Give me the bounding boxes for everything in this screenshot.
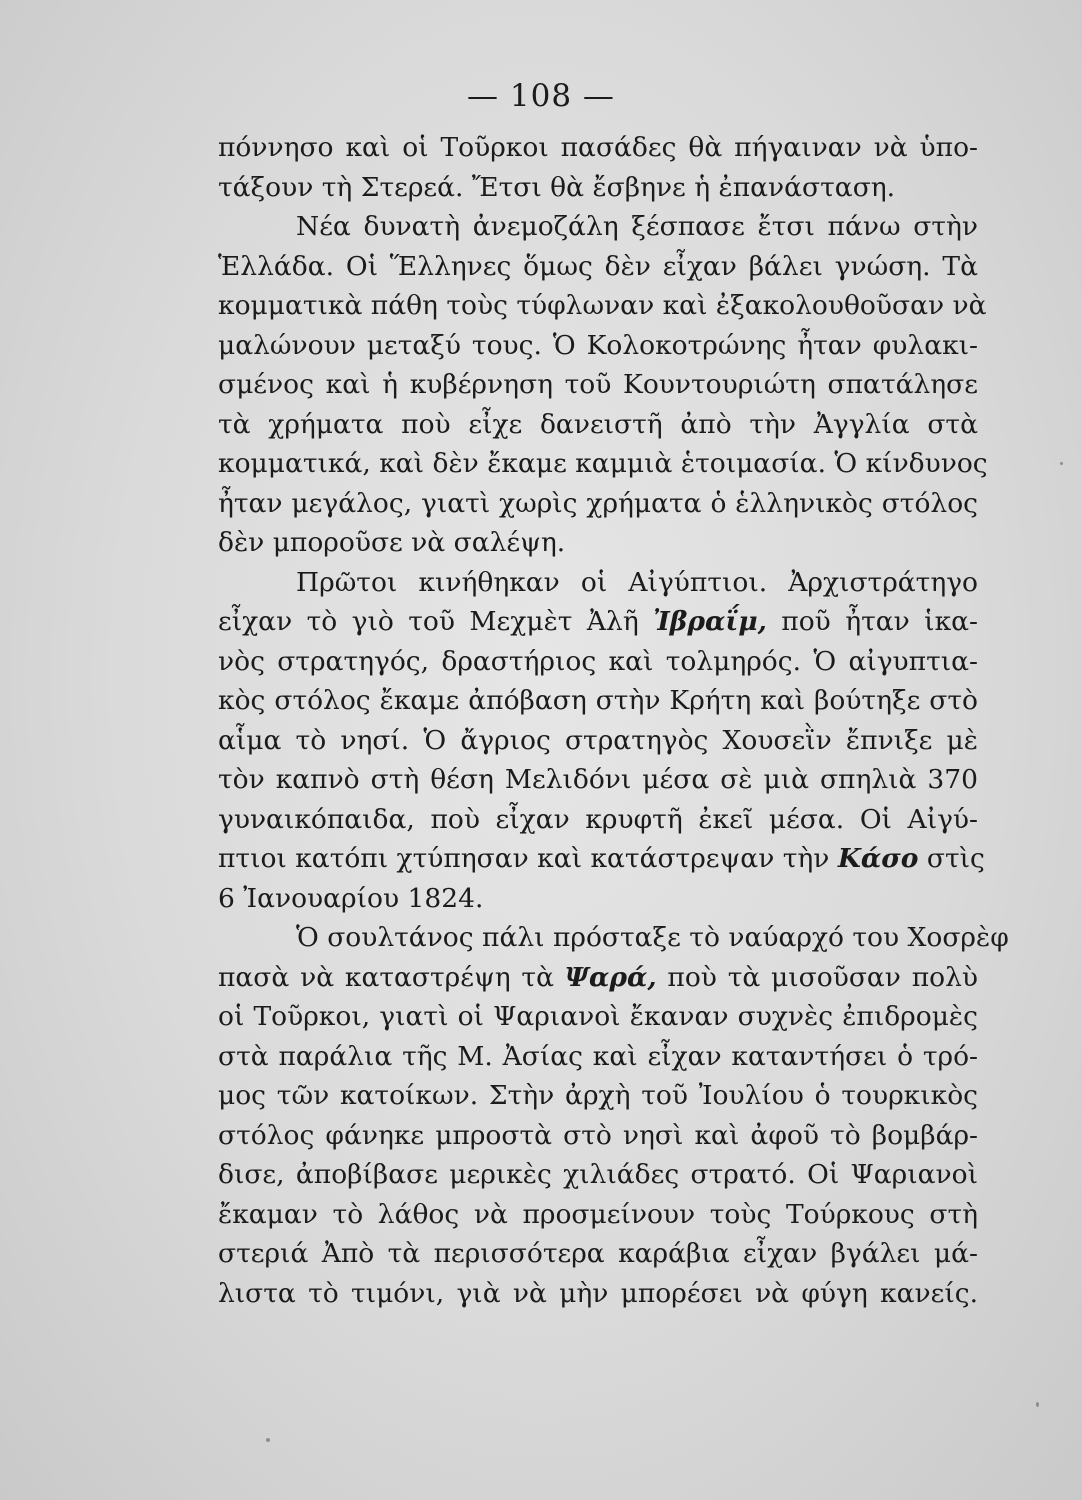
text-line xyxy=(218,681,978,721)
text-line xyxy=(218,800,978,840)
emphasized-word: Ψαρά, xyxy=(564,961,657,993)
text-segment: τὸν καπνὸ στὴ θέση Μελιδόνι μέσα σὲ μιὰ σπηλιὰ 370 xyxy=(218,764,978,795)
text-segment: κομματικὰ πάθη τοὺς τύφλωναν καὶ ἐξακολουθοῦσαν νὰ xyxy=(218,290,987,321)
text-segment: στεριά Ἀπὸ τὰ περισσότερα καράβια εἶχαν βγάλει μά- xyxy=(218,1238,978,1269)
text-segment: Πρῶτοι κινήθηκαν οἱ Αἰγύπτιοι. Ἀρχιστράτηγο xyxy=(296,566,978,598)
text-line xyxy=(218,958,978,998)
text-line xyxy=(218,484,978,524)
text-line xyxy=(218,128,978,168)
text-segment: Ὁ σουλτάνος πάλι πρόσταξε τὸ ναύαρχό του Χοσρὲφ xyxy=(296,922,1009,953)
text-segment: Νέα δυνατὴ ἀνεμοζάλη ξέσπασε ἔτσι πάνω στὴν xyxy=(296,211,978,242)
text-line xyxy=(218,168,978,208)
text-line xyxy=(218,405,978,445)
emphasized-word: Κάσο xyxy=(837,843,919,874)
text-segment: δισε, ἀποβίβασε μερικὲς χιλιάδες στρατό. Οἱ Ψαριανοὶ xyxy=(218,1159,978,1190)
body-text xyxy=(218,128,1009,1313)
text-line xyxy=(218,523,978,563)
text-line xyxy=(218,1076,978,1116)
text-segment: κομματικά, καὶ δὲν ἔκαμε καμμιὰ ἑτοιμασία. Ὁ κίνδυνος xyxy=(218,448,988,479)
text-segment: δὲν μποροῦσε νὰ σαλέψη. xyxy=(218,527,566,558)
text-line xyxy=(218,1116,978,1156)
text-line xyxy=(218,1155,978,1195)
text-segment: μος τῶν κατοίκων. Στὴν ἀρχὴ τοῦ Ἰουλίου ὁ τουρκικὸς xyxy=(218,1080,978,1111)
scan-speck xyxy=(1036,1402,1039,1407)
text-segment: ποῦ ἦταν ἱκα- xyxy=(766,606,978,637)
emphasized-word: Ἰβραΐμ, xyxy=(653,606,767,637)
text-line xyxy=(218,247,978,287)
text-segment: 6 Ἰανουαρίου 1824. xyxy=(218,882,484,914)
text-line xyxy=(218,1274,978,1314)
text-segment: μαλώνουν μεταξύ τους. Ὁ Κολοκοτρώνης ἦταν φυλακι- xyxy=(218,329,978,361)
text-segment: πασὰ νὰ καταστρέψη τὰ xyxy=(218,961,565,993)
text-line xyxy=(218,602,978,642)
text-segment: λιστα τὸ τιμόνι, γιὰ νὰ μὴν μπορέσει νὰ φύγη κανείς. xyxy=(218,1277,978,1309)
text-line xyxy=(218,839,985,879)
text-segment: ἔκαμαν τὸ λάθος νὰ προσμείνουν τοὺς Τούρκους στὴ xyxy=(218,1198,978,1230)
text-line xyxy=(218,997,978,1037)
text-segment: στὰ παράλια τῆς Μ. Ἀσίας καὶ εἶχαν καταντήσει ὁ τρό- xyxy=(218,1040,978,1072)
text-line xyxy=(218,1037,978,1077)
text-segment: στόλος φάνηκε μπροστὰ στὸ νησὶ καὶ ἀφοῦ τὸ βομβάρ- xyxy=(218,1119,978,1151)
text-line xyxy=(218,642,978,682)
text-line xyxy=(218,563,978,603)
text-segment: οἱ Τοῦρκοι, γιατὶ οἱ Ψαριανοὶ ἔκαναν συχνὲς ἐπιδρομὲς xyxy=(218,1001,978,1032)
text-segment: στὶς xyxy=(918,843,985,874)
text-segment: Ἑλλάδα. Οἱ Ἕλληνες ὅμως δὲν εἶχαν βάλει γνώση. Τὰ xyxy=(218,250,978,282)
scan-speck xyxy=(1060,462,1063,465)
text-line xyxy=(218,207,978,247)
text-segment: σμένος καὶ ἡ κυβέρνηση τοῦ Κουντουριώτη σπατάλησε xyxy=(218,369,978,400)
text-line xyxy=(218,365,978,405)
text-line xyxy=(218,444,988,484)
text-line xyxy=(218,918,1009,958)
text-segment: κὸς στόλος ἔκαμε ἀπόβαση στὴν Κρήτη καὶ βούτηξε στὸ xyxy=(218,685,978,716)
text-line xyxy=(218,286,987,326)
text-line xyxy=(218,326,978,366)
text-line xyxy=(218,760,978,800)
text-segment: ποὺ τὰ μισοῦσαν πολὺ xyxy=(656,961,978,993)
text-line xyxy=(218,1195,978,1235)
text-segment: τὰ χρήματα ποὺ εἶχε δανειστῆ ἀπὸ τὴν Ἀγγλία στὰ xyxy=(218,408,978,440)
text-segment: πόννησο καὶ οἱ Τοῦρκοι πασάδες θὰ πήγαιναν νὰ ὑπο- xyxy=(218,132,978,163)
text-line xyxy=(218,1234,978,1274)
scan-speck xyxy=(266,1438,270,1442)
text-segment: πτιοι κατόπι χτύπησαν καὶ κατάστρεψαν τὴν xyxy=(218,843,838,874)
text-segment: τάξουν τὴ Στερεά. Ἔτσι θὰ ἔσβηνε ἡ ἐπανάσταση. xyxy=(218,171,896,203)
text-segment: ἦταν μεγάλος, γιατὶ χωρὶς χρήματα ὁ ἑλληνικὸς στόλος xyxy=(218,487,978,519)
text-line xyxy=(218,879,978,919)
text-segment: εἶχαν τὸ γιὸ τοῦ Μεχμὲτ Ἀλῆ xyxy=(218,606,654,637)
text-line xyxy=(218,721,978,761)
text-segment: αἷμα τὸ νησί. Ὁ ἄγριος στρατηγὸς Χουσεῒν ἔπνιξε μὲ xyxy=(218,724,978,756)
page-number: — 108 — xyxy=(467,78,615,114)
text-segment: νὸς στρατηγός, δραστήριος καὶ τολμηρός. Ὁ αἰγυπτια- xyxy=(218,645,978,677)
text-segment: γυναικόπαιδα, ποὺ εἶχαν κρυφτῆ ἐκεῖ μέσα. Οἱ Αἰγύ- xyxy=(218,803,978,835)
